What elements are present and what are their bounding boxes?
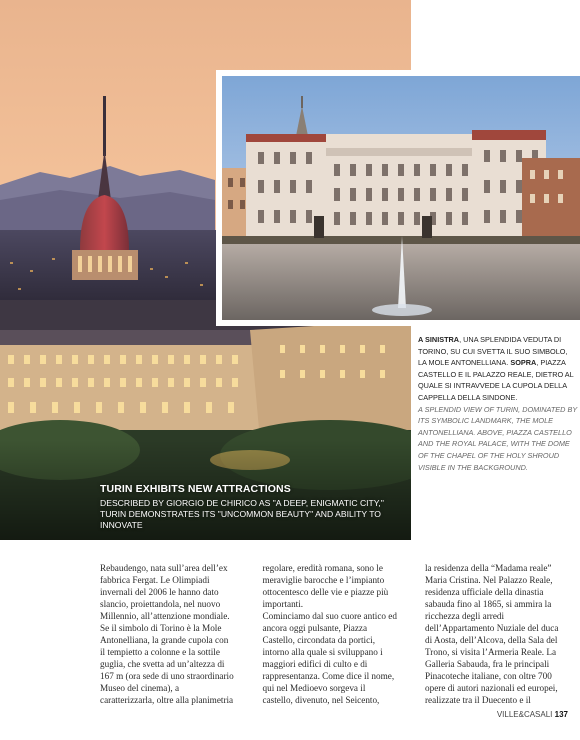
caption-text-left: , UNA SPLENDIDA VEDUTA DI TORINO, SU CUI SVETTA IL SUO SIMBOLO, LA MOLE ANTONELLIANA. — [418, 335, 568, 368]
inset-photo-piazza-castello — [222, 76, 580, 320]
hero-subtitle: DESCRIBED BY GIORGIO DE CHIRICO AS "A DEEP, ENIGMATIC CITY," TURIN DEMONSTRATES ITS "UNCOMMON BEAUTY" AND ABILITY TO INNOVATE — [100, 498, 384, 530]
caption-label-above: SOPRA — [510, 358, 537, 368]
body-column-1: Rebaudengo, nata sull’area dell’ex fabbrica Fergat. Le Olimpiadi invernali del 2006 le hanno dato slancio, proiettandola, nel nuovo Millennio, all’attenzione mondiale. Se il simbolo di Torino è la Mole Antonelliana, la grande cupola con il tempietto a colonne e la sottile guglia, che svetta ad un’altezza di 167 m (ora sede di uno straordinario Museo del cinema), a caratterizzarla, oltre alla planimetria — [100, 563, 234, 705]
page-folio — [497, 710, 568, 719]
hero-caption — [100, 483, 400, 531]
caption-english: A SPLENDID VIEW OF TURIN, DOMINATED BY ITS SYMBOLIC LANDMARK, THE MOLE ANTONELLIANA. ABOVE, PIAZZA CASTELLO AND THE ROYAL PALACE, WITH THE DOME OF THE CHAPEL OF THE HOLY SHROUD VISIBLE IN THE BACKGROUND. — [418, 404, 578, 472]
body-column-2: regolare, eredità romana, sono le meraviglie barocche e l’impianto ottocentesco delle vie e piazze più importanti. Cominciamo dal suo cuore antico ed ancora oggi pulsante, Piazza Castello, circondata da portici, intorno alla quale si sviluppano i maggiori edifici di culto e di rappresentanza. Come dice il nome, qui nel Medioevo sorgeva il castello, divenuto, nel Seicento, — [262, 563, 397, 705]
article-body — [100, 562, 560, 705]
magazine-name: VILLE&CASALI — [496, 710, 553, 719]
caption-label-left: A SINISTRA — [418, 335, 460, 344]
body-column-3: la residenza della “Madama reale” Maria Cristina. Nel Palazzo Reale, residenza ufficiale della dinastia sabauda fino al 1865, si ammira la ricchezza degli arredi dell’Appartamento Nuziale del duca di Aosta, dell’Alcova, della Sala del Trono, si visita l’Armeria Reale. La Galleria Sabauda, fra le principali Pinacoteche italiane, con oltre 700 opere di autori nazionali ed europei, realizzate tra il Duecento e il — [425, 563, 559, 705]
inset-photo-frame — [216, 70, 580, 326]
caption-italian — [418, 334, 578, 404]
caption-text-above: , PIAZZA CASTELLO E IL PALAZZO REALE, DIETRO AL QUALE SI INTRAVVEDE LA CUPOLA DELLA CAPPELLA DELLA SINDONE. — [418, 358, 574, 402]
page-number: 137 — [554, 710, 568, 719]
photo-caption — [418, 334, 578, 473]
hero-title: TURIN EXHIBITS NEW ATTRACTIONS — [100, 483, 291, 495]
